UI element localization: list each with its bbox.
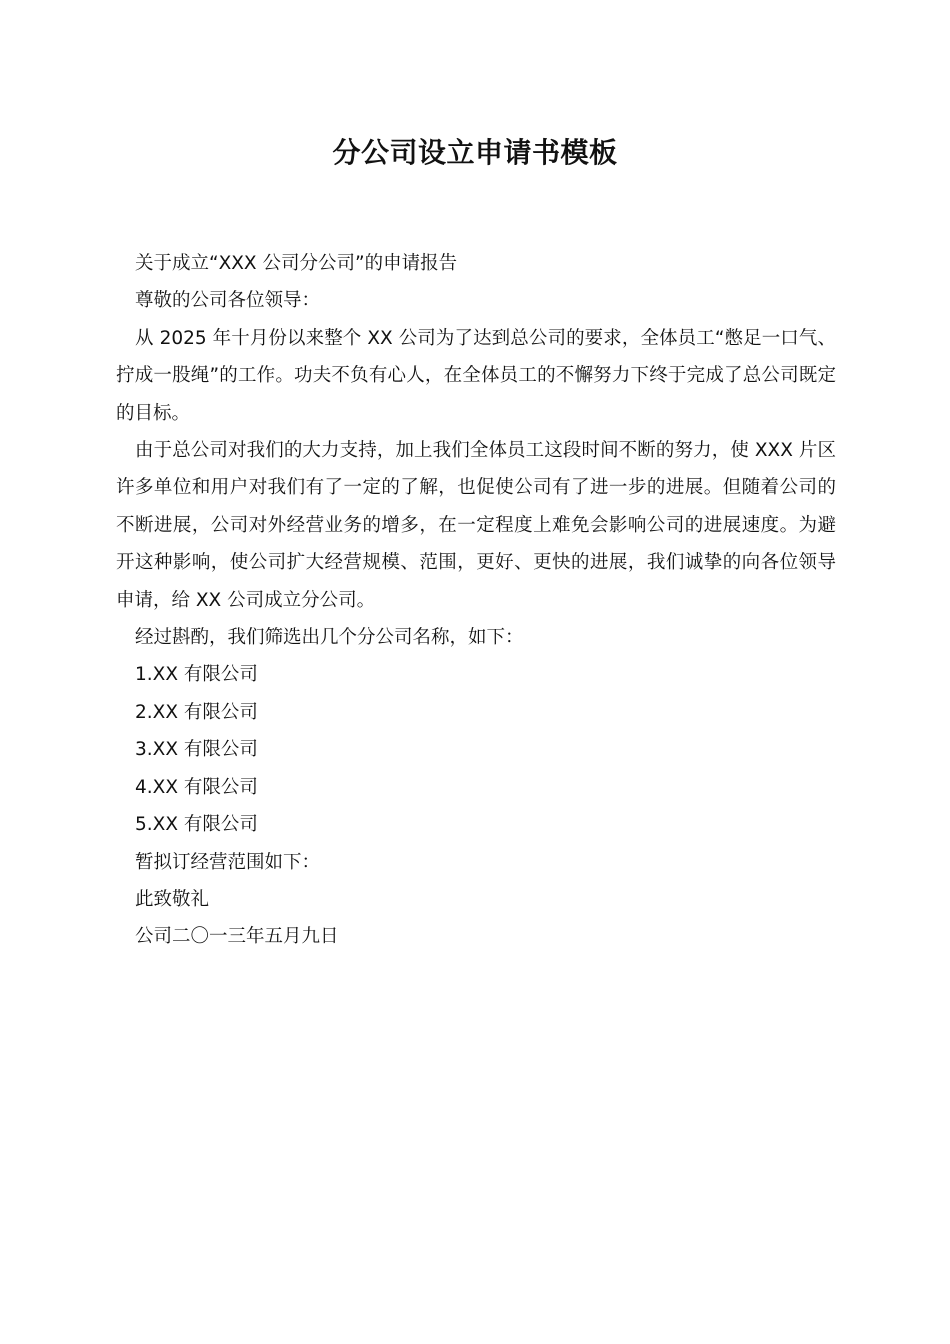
signature-date: 公司二〇一三年五月九日 xyxy=(135,926,339,948)
closing: 此致敬礼 xyxy=(135,888,210,910)
company-name-item: 2.XX 有限公司 xyxy=(135,701,258,723)
salutation: 尊敬的公司各位领导： xyxy=(135,290,321,312)
company-name-item: 5.XX 有限公司 xyxy=(135,814,258,836)
company-name-item: 1.XX 有限公司 xyxy=(135,664,258,686)
paragraph-request: 由于总公司对我们的大力支持，加上我们全体员工这段时间不断的努力，使 XXX 片区许多单位和用户对我们有了一定的了解，也促使公司有了进一步的进展。但随着公司的不断进展，公司对外经营业务的增多，在一定程度上难免会影响公司的进展速度。为避开这种影响，使公司扩大经营规模、范围，更好、更快的进展，我们诚挚的向各位领导申请，给 XX 公司成立分公司。 xyxy=(116,440,836,611)
company-name-item: 3.XX 有限公司 xyxy=(135,739,258,761)
document-body xyxy=(116,245,836,956)
business-scope-line: 暂拟订经营范围如下： xyxy=(135,851,321,873)
paragraph-background: 从 2025 年十月份以来整个 XX 公司为了达到总公司的要求，全体员工“憋足一口气、拧成一股绳”的工作。功夫不负有心人，在全体员工的不懈努力下终于完成了总公司既定的目标。 xyxy=(116,327,836,424)
names-intro: 经过斟酌，我们筛选出几个分公司名称，如下： xyxy=(135,627,524,649)
report-heading: 关于成立“XXX 公司分公司”的申请报告 xyxy=(135,253,458,274)
document-title: 分公司设立申请书模板 xyxy=(332,136,618,169)
company-name-item: 4.XX 有限公司 xyxy=(135,776,258,798)
